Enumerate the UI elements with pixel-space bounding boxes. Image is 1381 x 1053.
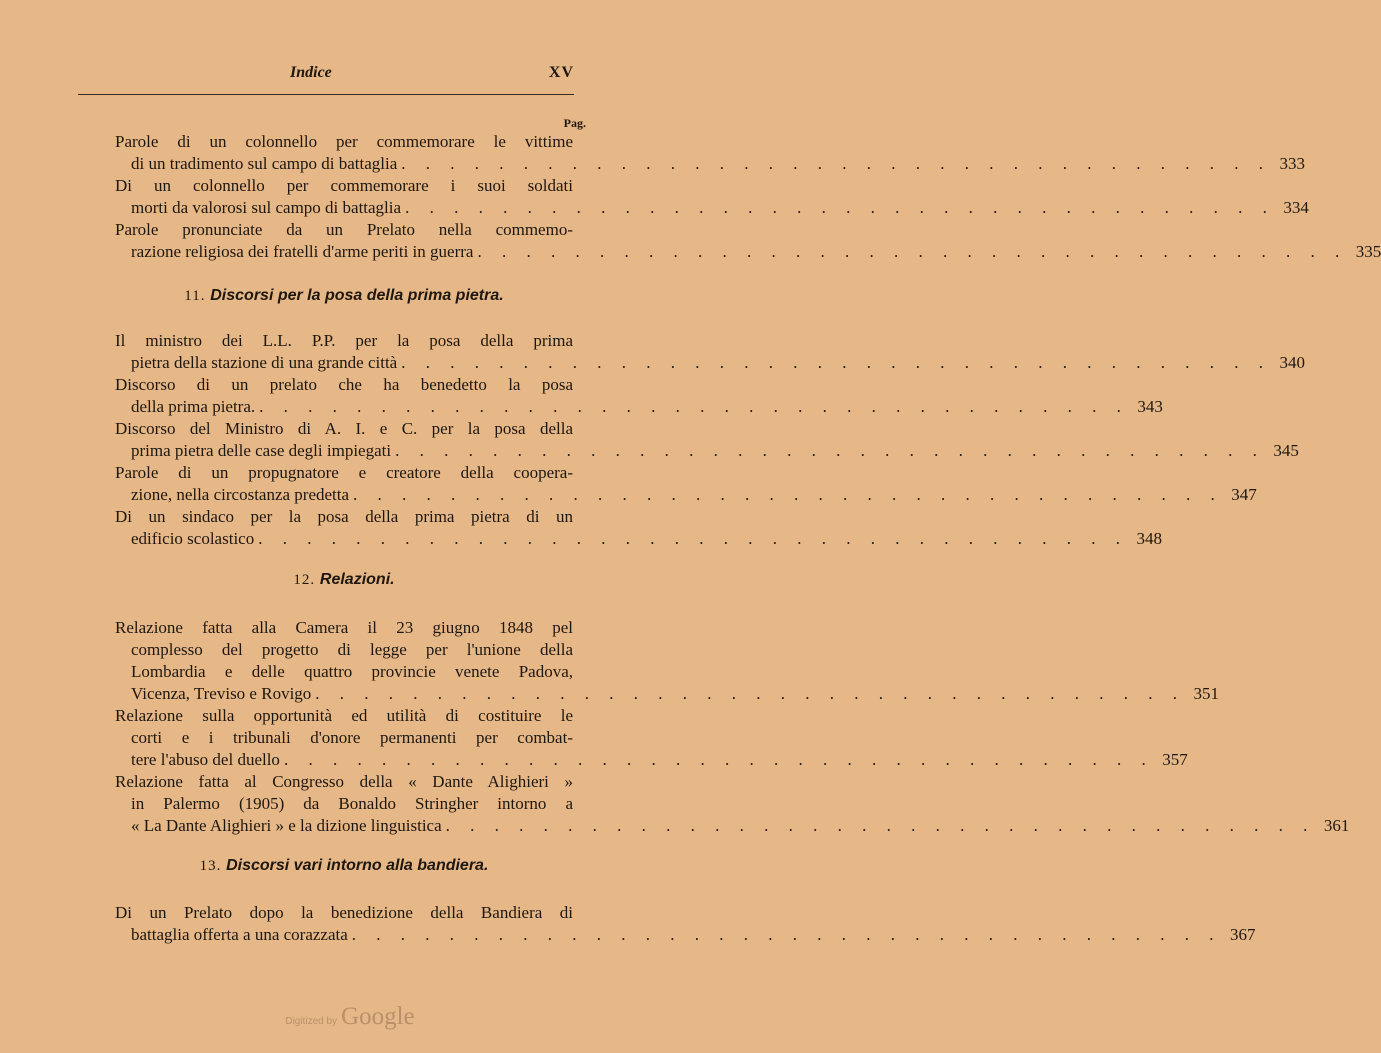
entry-text: di un tradimento sul campo di battaglia (131, 154, 398, 173)
toc-entry (115, 902, 1256, 946)
entry-line (115, 153, 1306, 175)
entry-text: battaglia offerta a una corazzata (131, 925, 348, 944)
section-title: Discorsi vari intorno alla bandiera. (226, 857, 489, 874)
entry-text: Vicenza, Treviso e Rovigo (131, 684, 312, 703)
entry-text: tere l'abuso del duello (131, 750, 280, 769)
entry-line (115, 683, 1220, 705)
section-number: 12. (293, 572, 320, 588)
entry-text: Lombardia e delle quattro provincie venete Padova, (131, 662, 573, 681)
leader-dots: . . . . . . . . . . . . . . . . . . . . . . . . . . . . . . . . . . . . (259, 397, 1129, 416)
section-heading (115, 571, 573, 589)
entry-page-number: 351 (1193, 684, 1220, 703)
toc-entry (115, 506, 1162, 550)
entry-line (115, 639, 573, 661)
entry-text: Discorso del Ministro di A. I. e C. per la posa della (115, 419, 573, 438)
entry-line (115, 219, 573, 241)
leader-dots: . . . . . . . . . . . . . . . . . . . . . . . . . . . . . . . . . . . . (401, 154, 1272, 173)
toc-entry (115, 705, 1188, 771)
entry-text: razione religiosa dei fratelli d'arme periti in guerra (131, 242, 474, 261)
entry-group (115, 131, 1381, 263)
entry-page-number: 347 (1231, 485, 1257, 504)
entry-text: complesso del progetto di legge per l'unione della (131, 640, 573, 659)
entry-line (115, 197, 1309, 219)
entry-line (115, 352, 1305, 374)
entry-page-number: 361 (1323, 816, 1350, 835)
entry-text: Discorso di un prelato che ha benedetto la posa (115, 375, 573, 394)
entry-text: « La Dante Alighieri » e la dizione linguistica (131, 816, 442, 835)
google-logo: Google (341, 1003, 415, 1030)
entry-text: edificio scolastico (131, 529, 255, 548)
entry-line (115, 705, 573, 727)
entry-line (115, 771, 573, 793)
entry-text: prima pietra delle case degli impiegati (131, 441, 392, 460)
entry-page-number: 333 (1279, 154, 1306, 173)
leader-dots: . . . . . . . . . . . . . . . . . . . . . . . . . . . . . . . . . . . . (283, 750, 1154, 769)
leader-dots: . . . . . . . . . . . . . . . . . . . . . . . . . . . . . . . . . . . . (353, 485, 1223, 504)
leader-dots: . . . . . . . . . . . . . . . . . . . . . . . . . . . . . . . . . . . . (351, 925, 1222, 944)
entry-text: morti da valorosi sul campo di battaglia (131, 198, 402, 217)
entry-text: pietra della stazione di una grande città (131, 353, 398, 372)
entry-text: Il ministro dei L.L. P.P. per la posa della prima (115, 331, 573, 350)
entry-page-number: 348 (1136, 529, 1162, 548)
section-heading (115, 857, 573, 875)
entry-line (115, 241, 1381, 263)
entry-line (115, 617, 573, 639)
toc-entry (115, 330, 1305, 374)
digitized-by-label: Digitized by (285, 1016, 338, 1027)
entry-page-number: 335 (1355, 242, 1381, 261)
entry-line (115, 131, 573, 153)
entry-line (115, 902, 573, 924)
leader-dots: . . . . . . . . . . . . . . . . . . . . . . . . . . . . . . . . . . . . (258, 529, 1128, 548)
leader-dots: . . . . . . . . . . . . . . . . . . . . . . . . . . . . . . . . . . . . (477, 242, 1348, 261)
entry-line (115, 440, 1299, 462)
entry-line (115, 462, 573, 484)
header-rule (78, 94, 574, 95)
entry-text: Parole di un colonnello per commemorare le vittime (115, 132, 573, 151)
entry-line (115, 528, 1162, 550)
entry-text: della prima pietra. (131, 397, 256, 416)
entry-text: Relazione fatta alla Camera il 23 giugno 1848 pel (115, 618, 573, 637)
entry-text: Di un colonnello per commemorare i suoi soldati (115, 176, 573, 195)
toc-entry (115, 175, 1309, 219)
toc-entry (115, 131, 1306, 175)
entry-page-number: 357 (1162, 750, 1188, 769)
toc-entry (115, 374, 1163, 418)
entry-line (115, 374, 573, 396)
entry-group (115, 330, 1305, 550)
entry-text: Relazione sulla opportunità ed utilità di costituire le (115, 706, 573, 725)
entry-page-number: 343 (1137, 397, 1163, 416)
leader-dots: . . . . . . . . . . . . . . . . . . . . . . . . . . . . . . . . . . . . (445, 816, 1316, 835)
entry-text: Parole di un propugnatore e creatore della coopera- (115, 463, 573, 482)
entry-text: in Palermo (1905) da Bonaldo Stringher intorno a (131, 794, 573, 813)
toc-entry (115, 462, 1257, 506)
header-page-number: XV (548, 64, 574, 81)
entry-page-number: 345 (1273, 441, 1299, 460)
entry-line (115, 661, 573, 683)
entry-page-number: 340 (1279, 353, 1305, 372)
entry-line (115, 924, 1256, 946)
entry-line (115, 484, 1257, 506)
entry-page-number: 334 (1283, 198, 1309, 217)
digitized-footer (0, 1003, 700, 1031)
leader-dots: . . . . . . . . . . . . . . . . . . . . . . . . . . . . . . . . . . . . (315, 684, 1186, 703)
entry-group (115, 617, 1350, 837)
entry-line (115, 749, 1188, 771)
leader-dots: . . . . . . . . . . . . . . . . . . . . . . . . . . . . . . . . . . . . (405, 198, 1275, 217)
entry-group (115, 902, 1256, 946)
entry-line (115, 793, 573, 815)
entry-text: Parole pronunciate da un Prelato nella commemo- (115, 220, 573, 239)
entry-line (115, 175, 573, 197)
entry-page-number: 367 (1230, 925, 1256, 944)
pag-label: Pag. (563, 116, 586, 130)
section-heading (115, 287, 573, 305)
section-title: Relazioni. (319, 571, 395, 588)
section-number: 13. (199, 858, 227, 874)
header-title: Indice (290, 64, 332, 81)
entry-text: Di un Prelato dopo la benedizione della Bandiera di (115, 903, 573, 922)
entry-line (115, 506, 573, 528)
entry-line (115, 727, 573, 749)
toc-entry (115, 418, 1299, 462)
section-number: 11. (184, 288, 211, 304)
entry-text: Di un sindaco per la posa della prima pietra di un (115, 507, 573, 526)
entry-text: Relazione fatta al Congresso della « Dante Alighieri » (115, 772, 573, 791)
toc-entry (115, 771, 1350, 837)
toc-entry (115, 617, 1220, 705)
leader-dots: . . . . . . . . . . . . . . . . . . . . . . . . . . . . . . . . . . . . (401, 353, 1271, 372)
entry-line (115, 396, 1163, 418)
entry-line (115, 418, 573, 440)
entry-line (115, 815, 1350, 837)
entry-line (115, 330, 573, 352)
section-title: Discorsi per la posa della prima pietra. (210, 287, 504, 304)
toc-entry (115, 219, 1381, 263)
running-header (78, 64, 574, 86)
entry-text: corti e i tribunali d'onore permanenti per combat- (131, 728, 573, 747)
leader-dots: . . . . . . . . . . . . . . . . . . . . . . . . . . . . . . . . . . . . (395, 441, 1265, 460)
entry-text: zione, nella circostanza predetta (131, 485, 350, 504)
